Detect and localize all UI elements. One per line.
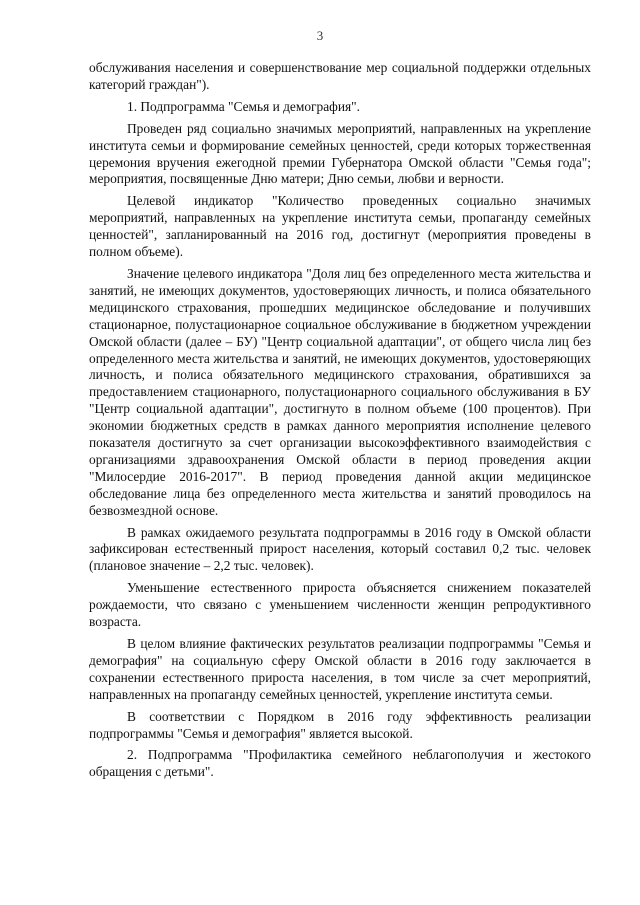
paragraph-overall-influence: В целом влияние фактических результатов реализации подпрограммы "Семья и демография" на социальную сферу Омской области в 2016 году заключается в сохранении естественного прироста населения, в том числе за счет мероприятий, направленных на пропаганду семейных ценностей, укрепление института семьи. (89, 636, 591, 702)
document-body (89, 60, 591, 786)
paragraph-target-indicator-homeless: Значение целевого индикатора "Доля лиц без определенного места жительства и занятий, не имеющих документов, удостоверяющих личность, и полиса обязательного медицинского страхования, прошедших медицинское обследование и получивших стационарное, полустационарное социальное обслуживание в бюджетном учреждении Омской области (далее – БУ) "Центр социальной адаптации", от общего числа лиц без определенного места жительства и занятий, не имеющих документов, удостоверяющих личность, и полиса обязательного медицинского страхования, обратившихся за предоставлением стационарного, полустационарного социального обслуживания в БУ "Центр социальной адаптации", достигнуто в полном объеме (100 процентов). При экономии бюджетных средств в рамках данного мероприятия исполнение целевого показателя достигнуто за счет организации высокоэффективного взаимодействия с организациями здравоохранения Омской области в период проведения акции "Милосердие 2016-2017". В период проведения данной акции медицинское обследование лица без определенного места жительства и занятий проводилось на безвозмездной основе. (89, 265, 591, 518)
paragraph-events: Проведен ряд социально значимых мероприятий, направленных на укрепление института семьи и формирование семейных ценностей, среди которых торжественная церемония вручения ежегодной премии Губернатора Омской области "Семья года"; мероприятия, посвященные Дню матери; Дню семьи, любви и верности. (89, 120, 591, 187)
paragraph-target-indicator-events: Целевой индикатор "Количество проведенных социально значимых мероприятий, направленных на укрепление института семьи, пропаганду семейных ценностей", запланированный на 2016 год, достигнут (мероприятия проведены в полном объеме). (89, 193, 591, 260)
paragraph-natural-growth: В рамках ожидаемого результата подпрограммы в 2016 году в Омской области зафиксирован естественный прирост населения, который составил 0,2 тыс. человек (плановое значение – 2,2 тыс. человек). (89, 524, 591, 574)
subprogram-1-heading: 1. Подпрограмма "Семья и демография". (127, 98, 360, 114)
subprogram-2-heading: 2. Подпрограмма "Профилактика семейного неблагополучия и жестокого обращения с детьми". (89, 747, 591, 780)
paragraph-growth-decrease: Уменьшение естественного прироста объясняется снижением показателей рождаемости, что связано с уменьшением численности женщин репродуктивного возраста. (89, 580, 591, 630)
paragraph-continuation: обслуживания населения и совершенствование мер социальной поддержки отдельных категорий граждан"). (89, 60, 591, 92)
page-number: 3 (316, 28, 324, 43)
paragraph-efficiency: В соответствии с Порядком в 2016 году эффективность реализации подпрограммы "Семья и демография" является высокой. (89, 708, 591, 741)
